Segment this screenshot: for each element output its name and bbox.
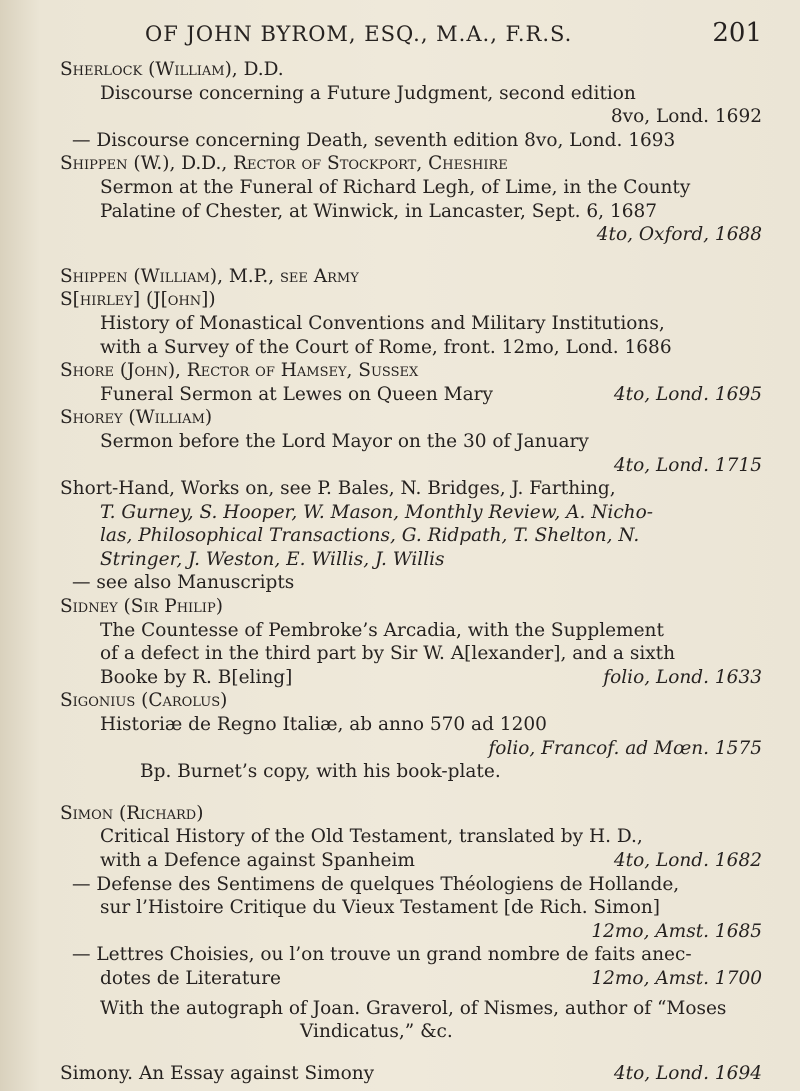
entry-imprint: 4to, Lond. 1694 xyxy=(613,1062,762,1084)
entry-title: sur l’Histoire Critique du Vieux Testament [de Rich. Simon] xyxy=(100,897,660,919)
entry-heading: Sherlock (William), D.D. xyxy=(60,59,284,80)
entry-imprint: 12mo, Amst. 1700 xyxy=(591,967,762,989)
entry-sidney xyxy=(60,595,770,689)
entry-title xyxy=(60,967,770,991)
entry-simon xyxy=(60,802,770,1044)
entry-imprint: 4to, Lond. 1695 xyxy=(613,383,762,405)
entry-heading: Sidney (Sir Philip) xyxy=(60,596,223,618)
entry-title: The Countesse of Pembroke’s Arcadia, with the Supplement xyxy=(100,619,664,641)
entry-title: — Defense des Sentimens de quelques Théologiens de Hollande, xyxy=(72,873,680,895)
entry-heading: Shippen (W.), D.D., Rector of Stockport, Cheshire xyxy=(60,153,508,175)
entry-title: Palatine of Chester, at Winwick, in Lancaster, Sept. 6, 1687 xyxy=(100,200,658,222)
running-head xyxy=(145,18,762,58)
entry-title: Sermon at the Funeral of Richard Legh, of Lime, in the County xyxy=(100,176,691,198)
entry-title: Critical History of the Old Testament, translated by H. D., xyxy=(100,826,643,848)
entry-title-text: with a Defence against Spanheim xyxy=(100,850,415,871)
entry-reference: T. Gurney, S. Hooper, W. Mason, Monthly Review, A. Nicho- xyxy=(100,501,653,523)
running-head-title: OF JOHN BYROM, ESQ., M.A., F.R.S. xyxy=(145,22,573,46)
entry-imprint: 8vo, Lond. 1692 xyxy=(610,106,762,128)
entry-title-text: dotes de Literature xyxy=(100,967,282,989)
entry-imprint: 4to, Lond. 1682 xyxy=(613,850,762,871)
entry-note: Vindicatus,” &c. xyxy=(300,1021,453,1043)
entry-shirley xyxy=(60,288,770,359)
entry-shorey xyxy=(60,406,770,477)
entry-shore xyxy=(60,359,770,406)
entry-note: With the autograph of Joan. Graverol, of Nismes, author of “Moses xyxy=(100,997,727,1019)
entry-heading: Shorey (William) xyxy=(60,407,213,429)
entry-sigonius xyxy=(60,689,770,783)
page-number: 201 xyxy=(712,18,762,48)
entry-heading: Short-Hand, Works on, see P. Bales, N. Bridges, J. Farthing, xyxy=(60,478,616,500)
catalogue-entries xyxy=(60,58,770,1085)
entry-imprint: folio, Lond. 1633 xyxy=(603,666,762,688)
entry-heading-text: Simony. An Essay against Simony xyxy=(60,1062,375,1084)
entry-title-text: Booke by R. B[eling] xyxy=(100,666,293,688)
entry-title-text: Funeral Sermon at Lewes on Queen Mary xyxy=(100,383,493,405)
entry-reference: las, Philosophical Transactions, G. Ridpath, T. Shelton, N. xyxy=(100,525,640,547)
entry-title: Sermon before the Lord Mayor on the 30 of January xyxy=(100,430,589,452)
entry-heading: Simon (Richard) xyxy=(60,802,204,824)
entry-imprint: 4to, Oxford, 1688 xyxy=(596,224,762,246)
entry-reference: — see also Manuscripts xyxy=(72,572,295,594)
entry-heading: S[hirley] (J[ohn]) xyxy=(60,289,216,311)
entry-reference: Stringer, J. Weston, E. Willis, J. Willis xyxy=(100,548,445,570)
entry-title: — Lettres Choisies, ou l’on trouve un grand nombre de faits anec- xyxy=(72,944,692,966)
entry-imprint: 12mo, Amst. 1685 xyxy=(591,920,762,942)
entry-heading: Sigonius (Carolus) xyxy=(60,690,228,712)
entry-title xyxy=(60,666,770,690)
entry-imprint: folio, Francof. ad Mœn. 1575 xyxy=(488,737,762,759)
entry-title: History of Monastical Conventions and Military Institutions, xyxy=(100,312,665,334)
entry-shippen-w xyxy=(60,152,770,246)
entry-title xyxy=(60,383,770,407)
entry-heading xyxy=(60,1062,770,1086)
entry-imprint: 4to, Lond. 1715 xyxy=(613,454,762,476)
entry-shippen-william xyxy=(60,265,770,289)
entry-title xyxy=(60,849,770,873)
entry-title: — Discourse concerning Death, seventh edition 8vo, Lond. 1693 xyxy=(72,129,676,151)
entry-sherlock xyxy=(60,58,770,152)
entry-note: Bp. Burnet’s copy, with his book-plate. xyxy=(140,761,501,783)
entry-title: Historiæ de Regno Italiæ, ab anno 570 ad 1200 xyxy=(100,714,547,736)
entry-simony xyxy=(60,1062,770,1086)
entry-title: of a defect in the third part by Sir W. A[lexander], and a sixth xyxy=(100,643,676,665)
entry-short-hand xyxy=(60,477,770,595)
entry-title: with a Survey of the Court of Rome, front. 12mo, Lond. 1686 xyxy=(100,336,672,358)
entry-title: Discourse concerning a Future Judgment, second edition xyxy=(100,82,636,104)
entry-heading: Shore (John), Rector of Hamsey, Sussex xyxy=(60,360,419,382)
entry-heading: Shippen (William), M.P., see Army xyxy=(60,265,359,287)
